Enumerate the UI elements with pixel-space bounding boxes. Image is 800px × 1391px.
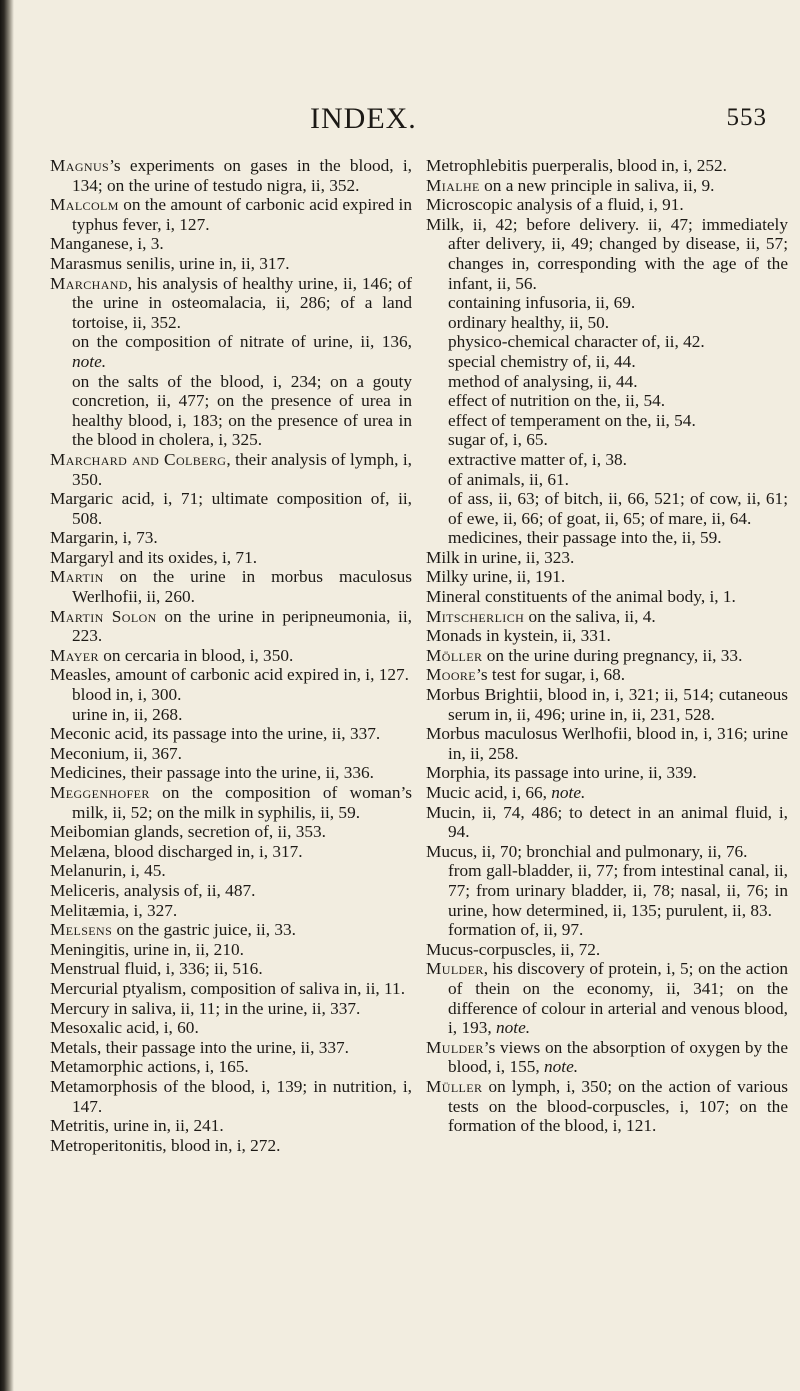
- entry-text: ’s views on the absorption of oxygen by the blood, i, 155,: [448, 1037, 788, 1077]
- entry-text: on the composition of woman’s milk, ii, 52; on the milk in syphilis, ii, 59.: [72, 783, 412, 822]
- author-name: Mulder: [426, 1037, 484, 1057]
- entry-text: Meningitis, urine in, ii, 210.: [50, 939, 244, 959]
- entry-text: Milky urine, ii, 191.: [426, 567, 566, 587]
- index-subentry: [426, 450, 788, 470]
- book-spine-shadow: [0, 0, 14, 1391]
- entry-text: extractive matter of, i, 38.: [448, 449, 627, 469]
- entry-text: special chemistry of, ii, 44.: [448, 351, 636, 371]
- index-subentry: [426, 332, 788, 352]
- entry-text: Metrophlebitis puerperalis, blood in, i, 252.: [426, 156, 727, 175]
- index-subentry: [426, 391, 788, 411]
- author-name: Müller: [426, 1076, 483, 1096]
- entry-text: Metritis, urine in, ii, 241.: [50, 1116, 224, 1136]
- entry-text: Medicines, their passage into the urine, ii, 336.: [50, 763, 374, 783]
- author-name: Mayer: [50, 645, 99, 665]
- index-entry: [426, 685, 788, 724]
- index-entry: [50, 646, 412, 666]
- index-entry: [50, 842, 412, 862]
- index-entry: [50, 822, 412, 842]
- page-header: [0, 102, 800, 142]
- entry-text: Mucus-corpuscles, ii, 72.: [426, 939, 601, 959]
- entry-text: Morbus Brightii, blood in, i, 321; ii, 514; cutaneous serum in, ii, 496; urine in, ii, 231, 528.: [426, 685, 788, 724]
- index-entry: [50, 979, 412, 999]
- index-entry: [50, 156, 412, 195]
- entry-text: Morbus maculosus Werlhofii, blood in, i, 316; urine in, ii, 258.: [426, 724, 788, 763]
- entry-text: Measles, amount of carbonic acid expired in, i, 127.: [50, 665, 409, 685]
- entry-text: urine in, ii, 268.: [72, 704, 183, 724]
- index-entry: [426, 195, 788, 215]
- page-number: 553: [726, 104, 767, 131]
- entry-text: on lymph, i, 350; on the action of various tests on the blood-corpuscles, i, 107; on the formation of the blood, i, 121.: [448, 1076, 788, 1136]
- index-entry: [426, 626, 788, 646]
- index-entry: [50, 274, 412, 333]
- entry-text: sugar of, i, 65.: [448, 430, 548, 450]
- index-entry: [50, 489, 412, 528]
- index-entry: [50, 665, 412, 685]
- note-label: note.: [551, 783, 586, 802]
- entry-text: Meliceris, analysis of, ii, 487.: [50, 880, 256, 900]
- entry-text: medicines, their passage into the, ii, 59.: [448, 528, 722, 548]
- index-entry: [50, 1136, 412, 1156]
- index-subentry: [426, 372, 788, 392]
- entry-text: on the composition of nitrate of urine, ii, 136,: [72, 332, 412, 352]
- entry-text: on the amount of carbonic acid expired in typhus fever, i, 127.: [72, 195, 412, 234]
- entry-text: on cercaria in blood, i, 350.: [98, 645, 294, 665]
- index-entry: [426, 215, 788, 293]
- index-subentry: [426, 313, 788, 333]
- index-entry: [426, 607, 788, 627]
- entry-text: Monads in kystein, ii, 331.: [426, 626, 611, 646]
- entry-text: Meibomian glands, secretion of, ii, 353.: [50, 822, 326, 842]
- index-entry: [50, 783, 412, 822]
- entry-text: method of analysing, ii, 44.: [448, 371, 638, 391]
- index-entry: [50, 940, 412, 960]
- entry-text: Meconic acid, its passage into the urine, ii, 337.: [50, 724, 381, 744]
- author-name: Malcolm: [50, 195, 119, 215]
- entry-text: Metamorphic actions, i, 165.: [50, 1057, 249, 1077]
- index-subentry: [426, 920, 788, 940]
- entry-text: on the salts of the blood, i, 234; on a gouty concretion, ii, 477; on the presence of urea in healthy blood, i, 183; on the presence of urea in the blood in cholera, i, 325.: [72, 371, 412, 450]
- index-entry: [50, 724, 412, 744]
- index-entry: [426, 763, 788, 783]
- entry-text: Margarin, i, 73.: [50, 528, 158, 548]
- index-entry: [426, 959, 788, 1037]
- entry-text: effect of temperament on the, ii, 54.: [448, 410, 696, 430]
- entry-text: ’s test for sugar, i, 68.: [476, 665, 626, 685]
- entry-text: formation of, ii, 97.: [448, 920, 584, 940]
- index-entry: [426, 548, 788, 568]
- entry-text: containing infusoria, ii, 69.: [448, 293, 636, 313]
- entry-text: Milk in urine, ii, 323.: [426, 547, 575, 567]
- index-subentry: [50, 332, 412, 371]
- entry-text: Metals, their passage into the urine, ii, 337.: [50, 1037, 349, 1057]
- author-name: Melsens: [50, 920, 113, 940]
- index-subentry: [50, 372, 412, 450]
- index-subentry: [426, 861, 788, 920]
- index-entry: [426, 803, 788, 842]
- index-entry: [426, 724, 788, 763]
- index-entry: [426, 1077, 788, 1136]
- author-name: Meggenhofer: [50, 783, 150, 802]
- index-entry: [50, 567, 412, 606]
- index-entry: [50, 1057, 412, 1077]
- entry-text: blood in, i, 300.: [72, 685, 182, 705]
- entry-text: Menstrual fluid, i, 336; ii, 516.: [50, 959, 263, 979]
- index-entry: [50, 881, 412, 901]
- author-name: Marchard and Colberg: [50, 449, 227, 469]
- entry-text: Metroperitonitis, blood in, i, 272.: [50, 1135, 281, 1155]
- index-entry: [50, 450, 412, 489]
- entry-text: Metamorphosis of the blood, i, 139; in nutrition, i, 147.: [50, 1076, 412, 1116]
- index-entry: [50, 1116, 412, 1136]
- entry-text: on a new principle in saliva, ii, 9.: [479, 175, 715, 195]
- entry-text: Manganese, i, 3.: [50, 234, 164, 254]
- index-subentry: [426, 411, 788, 431]
- entry-text: from gall-bladder, ii, 77; from intestinal canal, ii, 77; from urinary bladder, ii, 78; nasal, ii, 76; in urine, how determined, ii, 135; purulent, ii, 83.: [448, 861, 788, 920]
- entry-text: Microscopic analysis of a fluid, i, 91.: [426, 195, 684, 215]
- entry-text: on the urine in morbus maculosus Werlhofii, ii, 260.: [72, 567, 412, 607]
- index-subentry: [426, 489, 788, 528]
- entry-text: Morphia, its passage into urine, ii, 339.: [426, 763, 697, 783]
- author-name: Magnus: [50, 156, 110, 175]
- author-name: Möller: [426, 645, 483, 665]
- author-name: Mulder: [426, 959, 484, 979]
- entry-text: on the urine in peripneumonia, ii, 223.: [72, 606, 412, 646]
- entry-text: ordinary healthy, ii, 50.: [448, 312, 610, 332]
- index-entry: [426, 665, 788, 685]
- index-entry: [50, 1038, 412, 1058]
- index-entry: [50, 901, 412, 921]
- index-entry: [50, 861, 412, 881]
- entry-text: Milk, ii, 42; before delivery. ii, 47; immediately after delivery, ii, 49; changed by disease, ii, 57; changes in, corresponding with the age of the infant, ii, 56.: [426, 214, 788, 293]
- index-subentry: [426, 293, 788, 313]
- index-entry: [50, 528, 412, 548]
- entry-text: on the gastric juice, ii, 33.: [112, 920, 296, 940]
- entry-text: Melanurin, i, 45.: [50, 861, 166, 881]
- entry-text: physico-chemical character of, ii, 42.: [448, 332, 705, 352]
- index-entry: [50, 1018, 412, 1038]
- author-name: Martin: [50, 567, 104, 587]
- entry-text: Mesoxalic acid, i, 60.: [50, 1018, 199, 1038]
- entry-text: on the urine during pregnancy, ii, 33.: [482, 645, 743, 665]
- entry-text: Mercury in saliva, ii, 11; in the urine, ii, 337.: [50, 998, 361, 1018]
- entry-text: of ass, ii, 63; of bitch, ii, 66, 521; of cow, ii, 61; of ewe, ii, 66; of goat, ii, 65; of mare, ii, 64.: [448, 489, 788, 528]
- author-name: Martin Solon: [50, 606, 157, 626]
- entry-text: Mucin, ii, 74, 486; to detect in an animal fluid, i, 94.: [426, 802, 788, 842]
- index-entry: [50, 920, 412, 940]
- entry-text: Mucic acid, i, 66,: [426, 783, 552, 802]
- index-entry: [426, 940, 788, 960]
- entry-text: Mucus, ii, 70; bronchial and pulmonary, ii, 76.: [426, 841, 748, 861]
- entry-text: Mercurial ptyalism, composition of saliva in, ii, 11.: [50, 978, 406, 998]
- note-label: note.: [496, 1018, 531, 1038]
- index-entry: [50, 195, 412, 234]
- entry-text: , his discovery of protein, i, 5; on the action of thein on the economy, ii, 341; on the difference of colour in arterial and venous blood, i, 193,: [448, 959, 788, 1038]
- index-subentry: [426, 430, 788, 450]
- index-entry: [50, 234, 412, 254]
- index-entry: [426, 1038, 788, 1077]
- entry-text: Meconium, ii, 367.: [50, 743, 182, 763]
- index-entry: [50, 744, 412, 764]
- entry-text: Marasmus senilis, urine in, ii, 317.: [50, 253, 290, 273]
- index-entry: [50, 1077, 412, 1116]
- index-column-right: [426, 156, 788, 1136]
- index-column-left: [50, 156, 412, 1155]
- index-entry: [426, 567, 788, 587]
- entry-text: , their analysis of lymph, i, 350.: [72, 449, 412, 489]
- index-entry: [426, 176, 788, 196]
- index-subentry: [50, 705, 412, 725]
- index-entry: [426, 646, 788, 666]
- entry-text: Mineral constituents of the animal body, i, 1.: [426, 587, 736, 607]
- index-subentry: [426, 528, 788, 548]
- index-entry: [426, 783, 788, 803]
- note-label: note.: [72, 351, 107, 371]
- entry-text: ’s experiments on gases in the blood, i, 134; on the urine of testudo nigra, ii, 352.: [72, 156, 412, 195]
- index-subentry: [426, 470, 788, 490]
- author-name: Mitscherlich: [426, 606, 525, 626]
- index-entry: [50, 548, 412, 568]
- author-name: Mialhe: [426, 175, 480, 195]
- entry-text: of animals, ii, 61.: [448, 469, 569, 489]
- entry-text: Melæna, blood discharged in, i, 317.: [50, 841, 303, 861]
- index-entry: [426, 842, 788, 862]
- index-subentry: [50, 685, 412, 705]
- index-entry: [50, 959, 412, 979]
- entry-text: Margaryl and its oxides, i, 71.: [50, 547, 258, 567]
- index-entry: [426, 156, 788, 176]
- running-title: INDEX.: [310, 102, 417, 135]
- entry-text: Margaric acid, i, 71; ultimate composition of, ii, 508.: [50, 489, 412, 528]
- author-name: Marchand: [50, 273, 128, 293]
- index-entry: [50, 999, 412, 1019]
- author-name: Moore: [426, 665, 477, 685]
- entry-text: effect of nutrition on the, ii, 54.: [448, 391, 666, 411]
- entry-text: Melitæmia, i, 327.: [50, 900, 178, 920]
- index-entry: [50, 763, 412, 783]
- index-subentry: [426, 352, 788, 372]
- index-entry: [426, 587, 788, 607]
- entry-text: , his analysis of healthy urine, ii, 146; of the urine in osteomalacia, ii, 286; of a land tortoise, ii, 352.: [72, 273, 412, 332]
- note-label: note.: [544, 1057, 579, 1077]
- index-entry: [50, 607, 412, 646]
- index-entry: [50, 254, 412, 274]
- entry-text: on the saliva, ii, 4.: [524, 606, 656, 626]
